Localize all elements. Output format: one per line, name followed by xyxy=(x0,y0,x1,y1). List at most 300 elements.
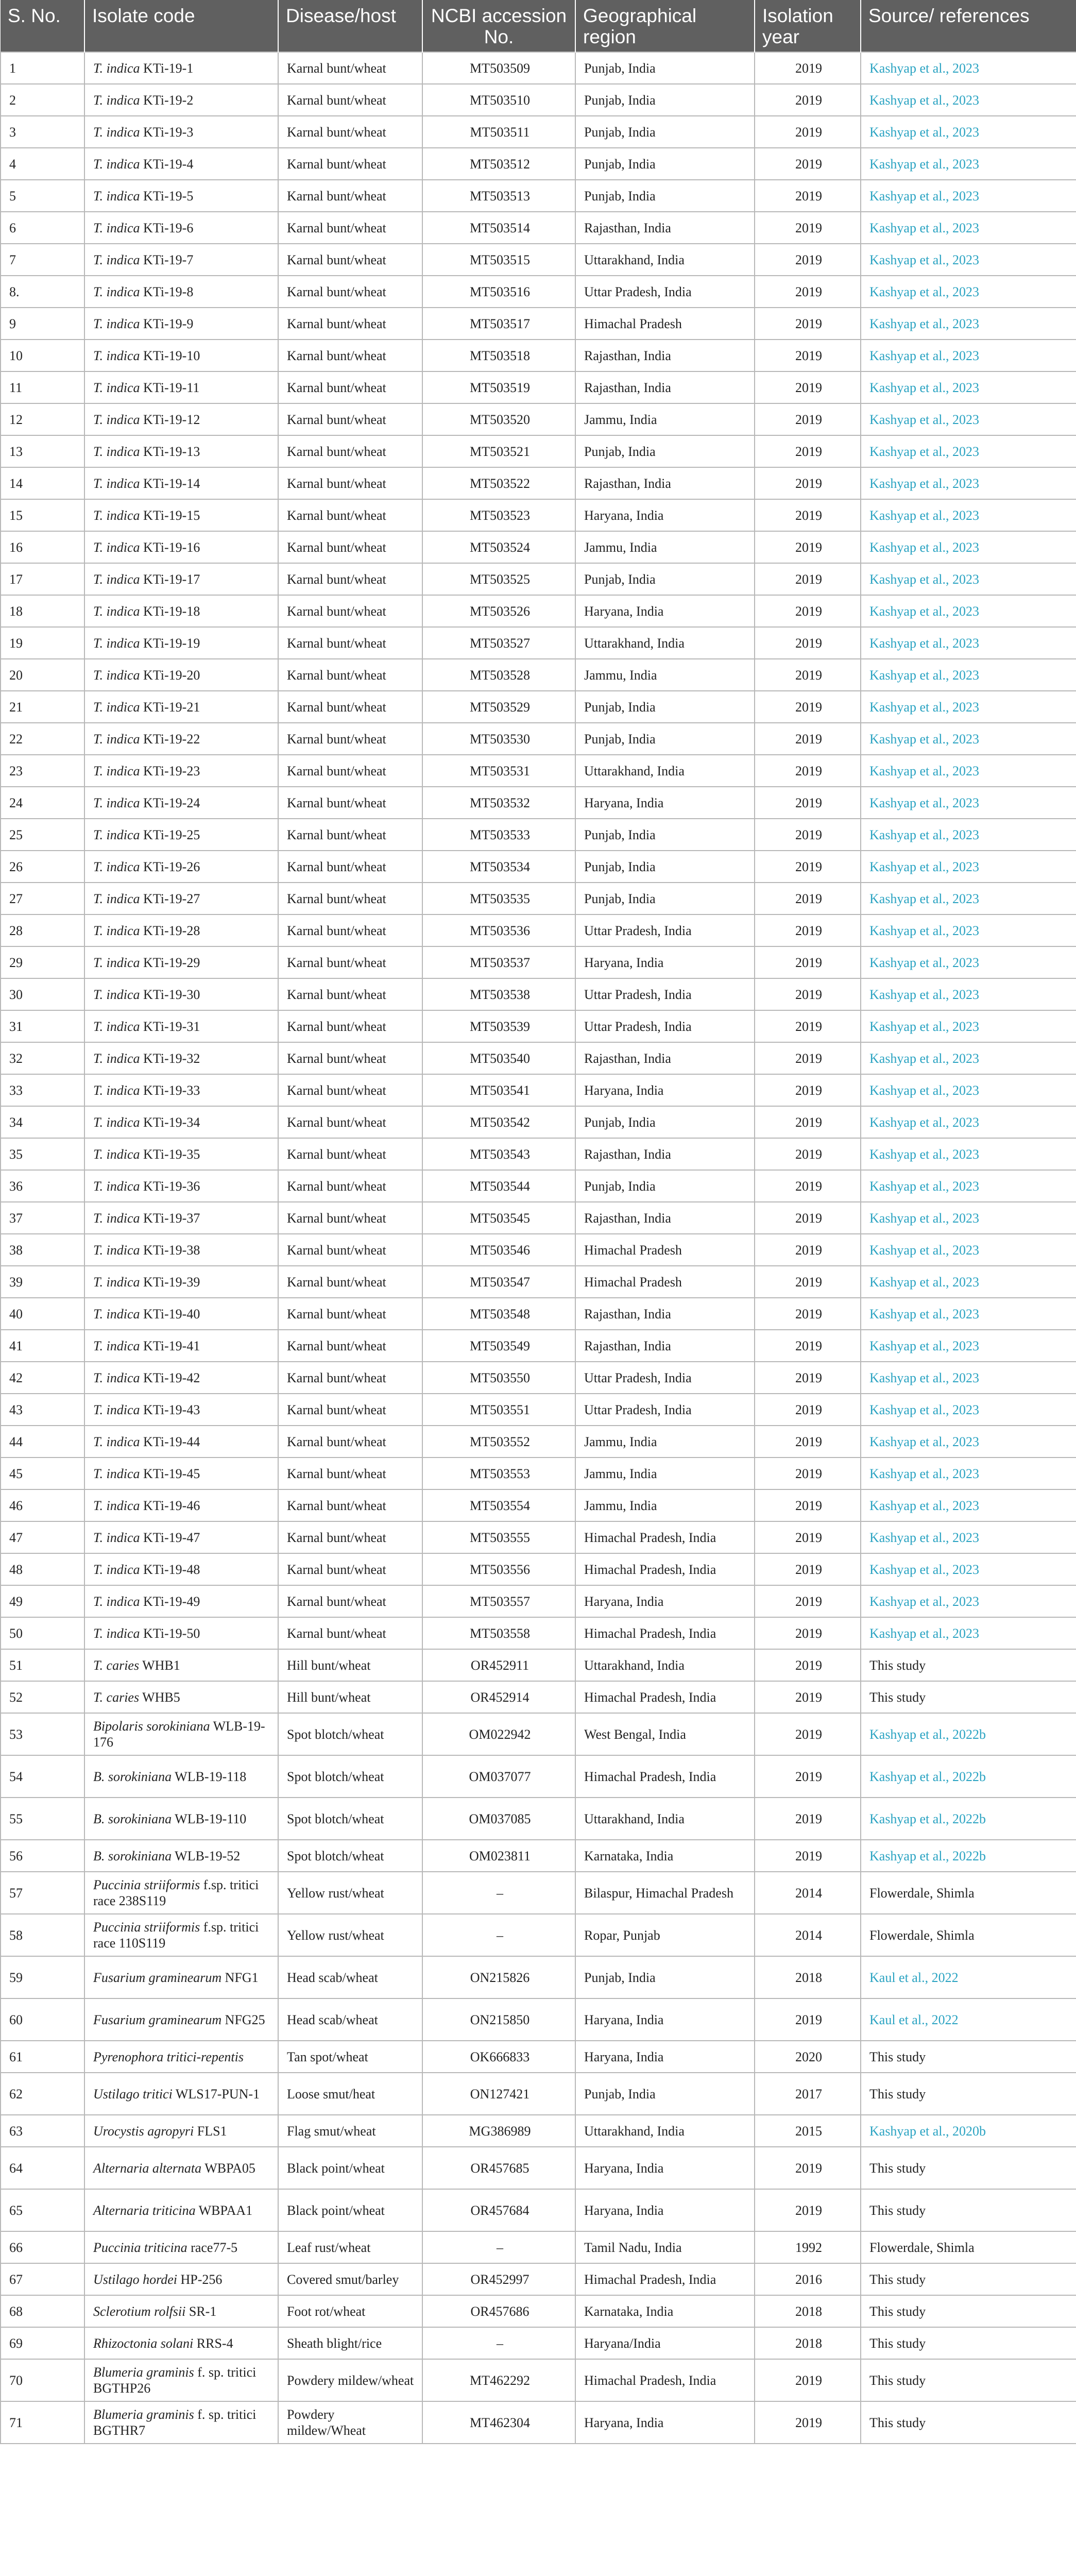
cell-isolate-code xyxy=(84,467,278,499)
header-geographical-region: Geographical region xyxy=(575,0,755,52)
cell-year: 2018 xyxy=(755,2295,861,2327)
cell-region: Rajasthan, India xyxy=(575,1042,755,1074)
isolate-id: KTi-19-1 xyxy=(143,60,194,76)
table-row xyxy=(1,1042,1076,1074)
cell-isolate-code xyxy=(84,435,278,467)
cell-isolate-code xyxy=(84,1521,278,1553)
cell-year: 2019 xyxy=(755,1010,861,1042)
cell-ncbi-accession: – xyxy=(422,2231,575,2263)
table-row xyxy=(1,819,1076,851)
table-row xyxy=(1,1106,1076,1138)
species-name: Fusarium graminearum xyxy=(93,1970,222,1985)
cell-year: 2019 xyxy=(755,914,861,946)
cell-region: Punjab, India xyxy=(575,180,755,212)
cell-disease-host: Karnal bunt/wheat xyxy=(278,1458,422,1489)
cell-source xyxy=(861,2401,1076,2444)
cell-source xyxy=(861,946,1076,978)
cell-ncbi-accession: MT503557 xyxy=(422,1585,575,1617)
cell-source xyxy=(861,1010,1076,1042)
cell-isolate-code xyxy=(84,659,278,691)
reference-link[interactable]: Kashyap et al., 2023 xyxy=(869,923,980,938)
cell-year: 2019 xyxy=(755,1234,861,1266)
cell-ncbi-accession: MT503527 xyxy=(422,627,575,659)
isolate-id: KTi-19-50 xyxy=(143,1625,200,1641)
cell-region: West Bengal, India xyxy=(575,1713,755,1755)
species-name: Alternaria alternata xyxy=(93,2160,202,2176)
source-text: This study xyxy=(869,2049,926,2064)
cell-source xyxy=(861,1234,1076,1266)
table-row xyxy=(1,499,1076,531)
cell-isolate-code xyxy=(84,1872,278,1914)
cell-isolate-code xyxy=(84,723,278,755)
reference-link[interactable]: Kashyap et al., 2023 xyxy=(869,763,980,778)
cell-disease-host: Karnal bunt/wheat xyxy=(278,1394,422,1426)
isolate-id: KTi-19-30 xyxy=(143,987,200,1002)
cell-year: 2019 xyxy=(755,755,861,787)
reference-link[interactable]: Kashyap et al., 2022b xyxy=(869,1848,986,1863)
cell-disease-host: Karnal bunt/wheat xyxy=(278,1042,422,1074)
cell-ncbi-accession: MT503532 xyxy=(422,787,575,819)
cell-ncbi-accession: – xyxy=(422,1872,575,1914)
reference-link[interactable]: Kashyap et al., 2023 xyxy=(869,795,980,810)
cell-year: 2019 xyxy=(755,1106,861,1138)
cell-sno: 23 xyxy=(1,755,84,787)
cell-isolate-code xyxy=(84,1074,278,1106)
cell-year: 2019 xyxy=(755,2147,861,2189)
cell-region: Punjab, India xyxy=(575,116,755,148)
species-name: T. indica xyxy=(93,1306,140,1321)
cell-isolate-code xyxy=(84,1106,278,1138)
reference-link[interactable]: Kaul et al., 2022 xyxy=(869,2012,959,2027)
cell-disease-host: Karnal bunt/wheat xyxy=(278,723,422,755)
cell-year: 2019 xyxy=(755,467,861,499)
cell-isolate-code xyxy=(84,787,278,819)
cell-sno: 1 xyxy=(1,52,84,84)
isolate-id: WHB1 xyxy=(142,1657,180,1673)
reference-link[interactable]: Kashyap et al., 2023 xyxy=(869,1306,980,1321)
cell-isolate-code xyxy=(84,2401,278,2444)
cell-disease-host: Karnal bunt/wheat xyxy=(278,1234,422,1266)
reference-link[interactable]: Kashyap et al., 2023 xyxy=(869,891,980,906)
cell-ncbi-accession: – xyxy=(422,1914,575,1956)
table-row xyxy=(1,1553,1076,1585)
isolate-id: KTi-19-43 xyxy=(143,1402,200,1417)
cell-source xyxy=(861,1872,1076,1914)
cell-source xyxy=(861,244,1076,276)
cell-ncbi-accession: MT503552 xyxy=(422,1426,575,1458)
cell-isolate-code xyxy=(84,595,278,627)
cell-year: 2019 xyxy=(755,1681,861,1713)
cell-year: 2019 xyxy=(755,1585,861,1617)
cell-isolate-code xyxy=(84,691,278,723)
isolate-id: FLS1 xyxy=(197,2123,227,2139)
cell-ncbi-accession: MT503519 xyxy=(422,371,575,403)
cell-disease-host: Spot blotch/wheat xyxy=(278,1798,422,1840)
isolate-id: f.sp. tritici race 238S119 xyxy=(93,1877,259,1908)
reference-link[interactable]: Kashyap et al., 2023 xyxy=(869,124,980,140)
cell-ncbi-accession: MT503509 xyxy=(422,52,575,84)
cell-disease-host: Hill bunt/wheat xyxy=(278,1649,422,1681)
cell-sno: 24 xyxy=(1,787,84,819)
cell-ncbi-accession: OM023811 xyxy=(422,1840,575,1872)
source-text: This study xyxy=(869,2272,926,2287)
cell-source xyxy=(861,1074,1076,1106)
cell-disease-host: Karnal bunt/wheat xyxy=(278,276,422,308)
cell-year: 2019 xyxy=(755,1074,861,1106)
species-name: T. indica xyxy=(93,1530,140,1545)
cell-year: 2019 xyxy=(755,627,861,659)
cell-ncbi-accession: OR457684 xyxy=(422,2189,575,2231)
species-name: T. indica xyxy=(93,444,140,459)
table-row xyxy=(1,2041,1076,2073)
reference-link[interactable]: Kashyap et al., 2023 xyxy=(869,316,980,331)
reference-link[interactable]: Kashyap et al., 2023 xyxy=(869,1562,980,1577)
cell-source xyxy=(861,1681,1076,1713)
table-row xyxy=(1,691,1076,723)
reference-link[interactable]: Kashyap et al., 2023 xyxy=(869,1050,980,1066)
species-name: T. indica xyxy=(93,1019,140,1034)
cell-ncbi-accession: OM037085 xyxy=(422,1798,575,1840)
cell-region: Rajasthan, India xyxy=(575,1298,755,1330)
reference-link[interactable]: Kashyap et al., 2023 xyxy=(869,859,980,874)
table-row xyxy=(1,787,1076,819)
cell-region: Haryana, India xyxy=(575,2401,755,2444)
species-name: T. caries xyxy=(93,1689,140,1705)
cell-isolate-code xyxy=(84,1298,278,1330)
isolate-id: KTi-19-21 xyxy=(143,699,200,715)
cell-sno: 40 xyxy=(1,1298,84,1330)
cell-isolate-code xyxy=(84,1234,278,1266)
cell-region: Punjab, India xyxy=(575,819,755,851)
reference-link[interactable]: Kashyap et al., 2022b xyxy=(869,1726,986,1742)
cell-isolate-code xyxy=(84,2073,278,2115)
cell-sno: 15 xyxy=(1,499,84,531)
cell-source xyxy=(861,1458,1076,1489)
table-row xyxy=(1,723,1076,755)
reference-link[interactable]: Kashyap et al., 2023 xyxy=(869,699,980,715)
reference-link[interactable]: Kashyap et al., 2023 xyxy=(869,1114,980,1130)
cell-region: Punjab, India xyxy=(575,2073,755,2115)
cell-sno: 59 xyxy=(1,1956,84,1998)
reference-link[interactable]: Kashyap et al., 2022b xyxy=(869,1811,986,1826)
cell-disease-host: Black point/wheat xyxy=(278,2147,422,2189)
reference-link[interactable]: Kashyap et al., 2023 xyxy=(869,252,980,267)
table-row xyxy=(1,1234,1076,1266)
reference-link[interactable]: Kashyap et al., 2023 xyxy=(869,731,980,747)
species-name: T. indica xyxy=(93,1338,140,1353)
reference-link[interactable]: Kashyap et al., 2023 xyxy=(869,1338,980,1353)
cell-disease-host: Karnal bunt/wheat xyxy=(278,148,422,180)
cell-region: Himachal Pradesh xyxy=(575,1234,755,1266)
cell-isolate-code xyxy=(84,244,278,276)
cell-source xyxy=(861,308,1076,340)
cell-source xyxy=(861,659,1076,691)
reference-link[interactable]: Kashyap et al., 2023 xyxy=(869,156,980,172)
species-name: T. indica xyxy=(93,1562,140,1577)
cell-disease-host: Karnal bunt/wheat xyxy=(278,1202,422,1234)
table-row xyxy=(1,755,1076,787)
cell-isolate-code xyxy=(84,1617,278,1649)
cell-isolate-code xyxy=(84,1394,278,1426)
reference-link[interactable]: Kashyap et al., 2023 xyxy=(869,827,980,842)
cell-year: 2019 xyxy=(755,978,861,1010)
cell-disease-host: Karnal bunt/wheat xyxy=(278,563,422,595)
isolate-id: KTi-19-14 xyxy=(143,476,200,491)
cell-source xyxy=(861,723,1076,755)
cell-region: Haryana, India xyxy=(575,1074,755,1106)
reference-link[interactable]: Kashyap et al., 2023 xyxy=(869,571,980,587)
reference-link[interactable]: Kashyap et al., 2023 xyxy=(869,284,980,299)
cell-isolate-code xyxy=(84,1202,278,1234)
species-name: T. indica xyxy=(93,1242,140,1258)
reference-link[interactable]: Kashyap et al., 2023 xyxy=(869,539,980,555)
table-row xyxy=(1,1266,1076,1298)
cell-ncbi-accession: MT503518 xyxy=(422,340,575,371)
cell-isolate-code xyxy=(84,1649,278,1681)
reference-link[interactable]: Kashyap et al., 2023 xyxy=(869,1019,980,1034)
cell-disease-host: Hill bunt/wheat xyxy=(278,1681,422,1713)
reference-link[interactable]: Kashyap et al., 2023 xyxy=(869,1434,980,1449)
reference-link[interactable]: Kashyap et al., 2023 xyxy=(869,1242,980,1258)
table-row xyxy=(1,1914,1076,1956)
cell-ncbi-accession: MT503546 xyxy=(422,1234,575,1266)
cell-isolate-code xyxy=(84,371,278,403)
cell-source xyxy=(861,819,1076,851)
cell-year: 2019 xyxy=(755,2189,861,2231)
cell-ncbi-accession: MT503550 xyxy=(422,1362,575,1394)
reference-link[interactable]: Kashyap et al., 2023 xyxy=(869,1594,980,1609)
cell-region: Jammu, India xyxy=(575,1458,755,1489)
cell-disease-host: Karnal bunt/wheat xyxy=(278,978,422,1010)
cell-region: Jammu, India xyxy=(575,1489,755,1521)
cell-ncbi-accession: – xyxy=(422,2327,575,2359)
cell-year: 2019 xyxy=(755,84,861,116)
reference-link[interactable]: Kashyap et al., 2023 xyxy=(869,1530,980,1545)
cell-source xyxy=(861,499,1076,531)
cell-disease-host: Karnal bunt/wheat xyxy=(278,755,422,787)
species-name: T. indica xyxy=(93,316,140,331)
cell-isolate-code xyxy=(84,1170,278,1202)
isolate-id: KTi-19-36 xyxy=(143,1178,200,1194)
reference-link[interactable]: Kashyap et al., 2023 xyxy=(869,476,980,491)
cell-ncbi-accession: MT503551 xyxy=(422,1394,575,1426)
reference-link[interactable]: Kashyap et al., 2023 xyxy=(869,188,980,204)
cell-isolate-code xyxy=(84,2189,278,2231)
cell-year: 1992 xyxy=(755,2231,861,2263)
cell-region: Punjab, India xyxy=(575,52,755,84)
cell-year: 2019 xyxy=(755,1798,861,1840)
source-text: This study xyxy=(869,2202,926,2218)
cell-ncbi-accession: MT503556 xyxy=(422,1553,575,1585)
cell-isolate-code xyxy=(84,1266,278,1298)
cell-disease-host: Sheath blight/rice xyxy=(278,2327,422,2359)
cell-sno: 12 xyxy=(1,403,84,435)
cell-region: Punjab, India xyxy=(575,84,755,116)
cell-disease-host: Black point/wheat xyxy=(278,2189,422,2231)
reference-link[interactable]: Kashyap et al., 2023 xyxy=(869,635,980,651)
cell-year: 2019 xyxy=(755,1553,861,1585)
reference-link[interactable]: Kashyap et al., 2023 xyxy=(869,380,980,395)
reference-link[interactable]: Kashyap et al., 2023 xyxy=(869,1210,980,1226)
reference-link[interactable]: Kashyap et al., 2023 xyxy=(869,667,980,683)
reference-link[interactable]: Kashyap et al., 2023 xyxy=(869,1498,980,1513)
cell-source xyxy=(861,595,1076,627)
reference-link[interactable]: Kashyap et al., 2023 xyxy=(869,348,980,363)
cell-source xyxy=(861,2327,1076,2359)
cell-sno: 51 xyxy=(1,1649,84,1681)
table-row xyxy=(1,1956,1076,1998)
reference-link[interactable]: Kashyap et al., 2023 xyxy=(869,1178,980,1194)
isolate-id: KTi-19-8 xyxy=(143,284,194,299)
cell-sno: 20 xyxy=(1,659,84,691)
cell-isolate-code xyxy=(84,1681,278,1713)
species-name: T. indica xyxy=(93,667,140,683)
cell-sno: 36 xyxy=(1,1170,84,1202)
reference-link[interactable]: Kashyap et al., 2023 xyxy=(869,507,980,523)
cell-isolate-code xyxy=(84,2041,278,2073)
cell-year: 2014 xyxy=(755,1914,861,1956)
cell-sno: 18 xyxy=(1,595,84,627)
cell-region: Himachal Pradesh xyxy=(575,308,755,340)
cell-sno: 39 xyxy=(1,1266,84,1298)
species-name: T. indica xyxy=(93,955,140,970)
cell-ncbi-accession: MT503513 xyxy=(422,180,575,212)
cell-region: Rajasthan, India xyxy=(575,1138,755,1170)
cell-sno: 62 xyxy=(1,2073,84,2115)
cell-disease-host: Karnal bunt/wheat xyxy=(278,914,422,946)
cell-source xyxy=(861,435,1076,467)
reference-link[interactable]: Kashyap et al., 2023 xyxy=(869,220,980,235)
cell-sno: 41 xyxy=(1,1330,84,1362)
table-row xyxy=(1,276,1076,308)
table-row xyxy=(1,2401,1076,2444)
cell-year: 2019 xyxy=(755,1330,861,1362)
reference-link[interactable]: Kashyap et al., 2023 xyxy=(869,1466,980,1481)
cell-source xyxy=(861,755,1076,787)
cell-region: Haryana, India xyxy=(575,2189,755,2231)
species-name: T. indica xyxy=(93,1210,140,1226)
reference-link[interactable]: Kashyap et al., 2023 xyxy=(869,1402,980,1417)
cell-source xyxy=(861,691,1076,723)
cell-disease-host: Karnal bunt/wheat xyxy=(278,627,422,659)
cell-sno: 67 xyxy=(1,2263,84,2295)
isolate-id: KTi-19-29 xyxy=(143,955,200,970)
cell-sno: 65 xyxy=(1,2189,84,2231)
cell-disease-host: Karnal bunt/wheat xyxy=(278,435,422,467)
cell-region: Haryana, India xyxy=(575,2041,755,2073)
cell-ncbi-accession: MT503534 xyxy=(422,851,575,883)
cell-isolate-code xyxy=(84,1998,278,2041)
cell-isolate-code xyxy=(84,84,278,116)
cell-region: Rajasthan, India xyxy=(575,212,755,244)
cell-ncbi-accession: MT503555 xyxy=(422,1521,575,1553)
cell-sno: 49 xyxy=(1,1585,84,1617)
reference-link[interactable]: Kaul et al., 2022 xyxy=(869,1970,959,1985)
reference-link[interactable]: Kashyap et al., 2020b xyxy=(869,2123,986,2139)
cell-disease-host: Karnal bunt/wheat xyxy=(278,1010,422,1042)
cell-disease-host: Loose smut/heat xyxy=(278,2073,422,2115)
reference-link[interactable]: Kashyap et al., 2022b xyxy=(869,1769,986,1784)
cell-sno: 52 xyxy=(1,1681,84,1713)
cell-disease-host: Karnal bunt/wheat xyxy=(278,84,422,116)
species-name: Puccinia triticina xyxy=(93,2240,187,2255)
species-name: Bipolaris sorokiniana xyxy=(93,1719,210,1734)
reference-link[interactable]: Kashyap et al., 2023 xyxy=(869,1370,980,1385)
cell-disease-host: Head scab/wheat xyxy=(278,1956,422,1998)
cell-sno: 6 xyxy=(1,212,84,244)
cell-isolate-code xyxy=(84,1458,278,1489)
cell-region: Himachal Pradesh, India xyxy=(575,1553,755,1585)
reference-link[interactable]: Kashyap et al., 2023 xyxy=(869,1625,980,1641)
source-text: This study xyxy=(869,2372,926,2388)
cell-sno: 60 xyxy=(1,1998,84,2041)
cell-source xyxy=(861,1266,1076,1298)
cell-source xyxy=(861,1521,1076,1553)
isolate-id: KTi-19-9 xyxy=(143,316,194,331)
header-disease-host: Disease/host xyxy=(278,0,422,52)
species-name: T. indica xyxy=(93,603,140,619)
reference-link[interactable]: Kashyap et al., 2023 xyxy=(869,955,980,970)
isolate-id: KTi-19-22 xyxy=(143,731,200,747)
reference-link[interactable]: Kashyap et al., 2023 xyxy=(869,412,980,427)
cell-region: Himachal Pradesh xyxy=(575,1266,755,1298)
reference-link[interactable]: Kashyap et al., 2023 xyxy=(869,1082,980,1098)
cell-disease-host: Karnal bunt/wheat xyxy=(278,1521,422,1553)
cell-ncbi-accession: MT503554 xyxy=(422,1489,575,1521)
source-text: Flowerdale, Shimla xyxy=(869,2240,975,2255)
reference-link[interactable]: Kashyap et al., 2023 xyxy=(869,603,980,619)
reference-link[interactable]: Kashyap et al., 2023 xyxy=(869,1146,980,1162)
cell-region: Punjab, India xyxy=(575,851,755,883)
species-name: T. indica xyxy=(93,699,140,715)
reference-link[interactable]: Kashyap et al., 2023 xyxy=(869,444,980,459)
reference-link[interactable]: Kashyap et al., 2023 xyxy=(869,92,980,108)
table-row xyxy=(1,403,1076,435)
cell-disease-host: Karnal bunt/wheat xyxy=(278,180,422,212)
cell-disease-host: Foot rot/wheat xyxy=(278,2295,422,2327)
table-row xyxy=(1,467,1076,499)
cell-ncbi-accession: MT503536 xyxy=(422,914,575,946)
cell-sno: 48 xyxy=(1,1553,84,1585)
cell-disease-host: Yellow rust/wheat xyxy=(278,1872,422,1914)
isolate-id: KTi-19-4 xyxy=(143,156,194,172)
isolate-id: KTi-19-16 xyxy=(143,539,200,555)
reference-link[interactable]: Kashyap et al., 2023 xyxy=(869,987,980,1002)
cell-year: 2019 xyxy=(755,723,861,755)
species-name: B. sorokiniana xyxy=(93,1811,172,1826)
table-row xyxy=(1,1074,1076,1106)
reference-link[interactable]: Kashyap et al., 2023 xyxy=(869,1274,980,1290)
cell-disease-host: Powdery mildew/Wheat xyxy=(278,2401,422,2444)
cell-ncbi-accession: MT503531 xyxy=(422,755,575,787)
cell-source xyxy=(861,627,1076,659)
cell-isolate-code xyxy=(84,148,278,180)
species-name: T. indica xyxy=(93,1178,140,1194)
table-row xyxy=(1,1840,1076,1872)
cell-ncbi-accession: OK666833 xyxy=(422,2041,575,2073)
cell-ncbi-accession: MT503520 xyxy=(422,403,575,435)
reference-link[interactable]: Kashyap et al., 2023 xyxy=(869,60,980,76)
cell-year: 2019 xyxy=(755,403,861,435)
cell-region: Tamil Nadu, India xyxy=(575,2231,755,2263)
cell-region: Jammu, India xyxy=(575,659,755,691)
cell-ncbi-accession: MT503525 xyxy=(422,563,575,595)
table-row xyxy=(1,1872,1076,1914)
source-text: This study xyxy=(869,2303,926,2319)
cell-ncbi-accession: ON215850 xyxy=(422,1998,575,2041)
cell-disease-host: Head scab/wheat xyxy=(278,1998,422,2041)
cell-source xyxy=(861,180,1076,212)
